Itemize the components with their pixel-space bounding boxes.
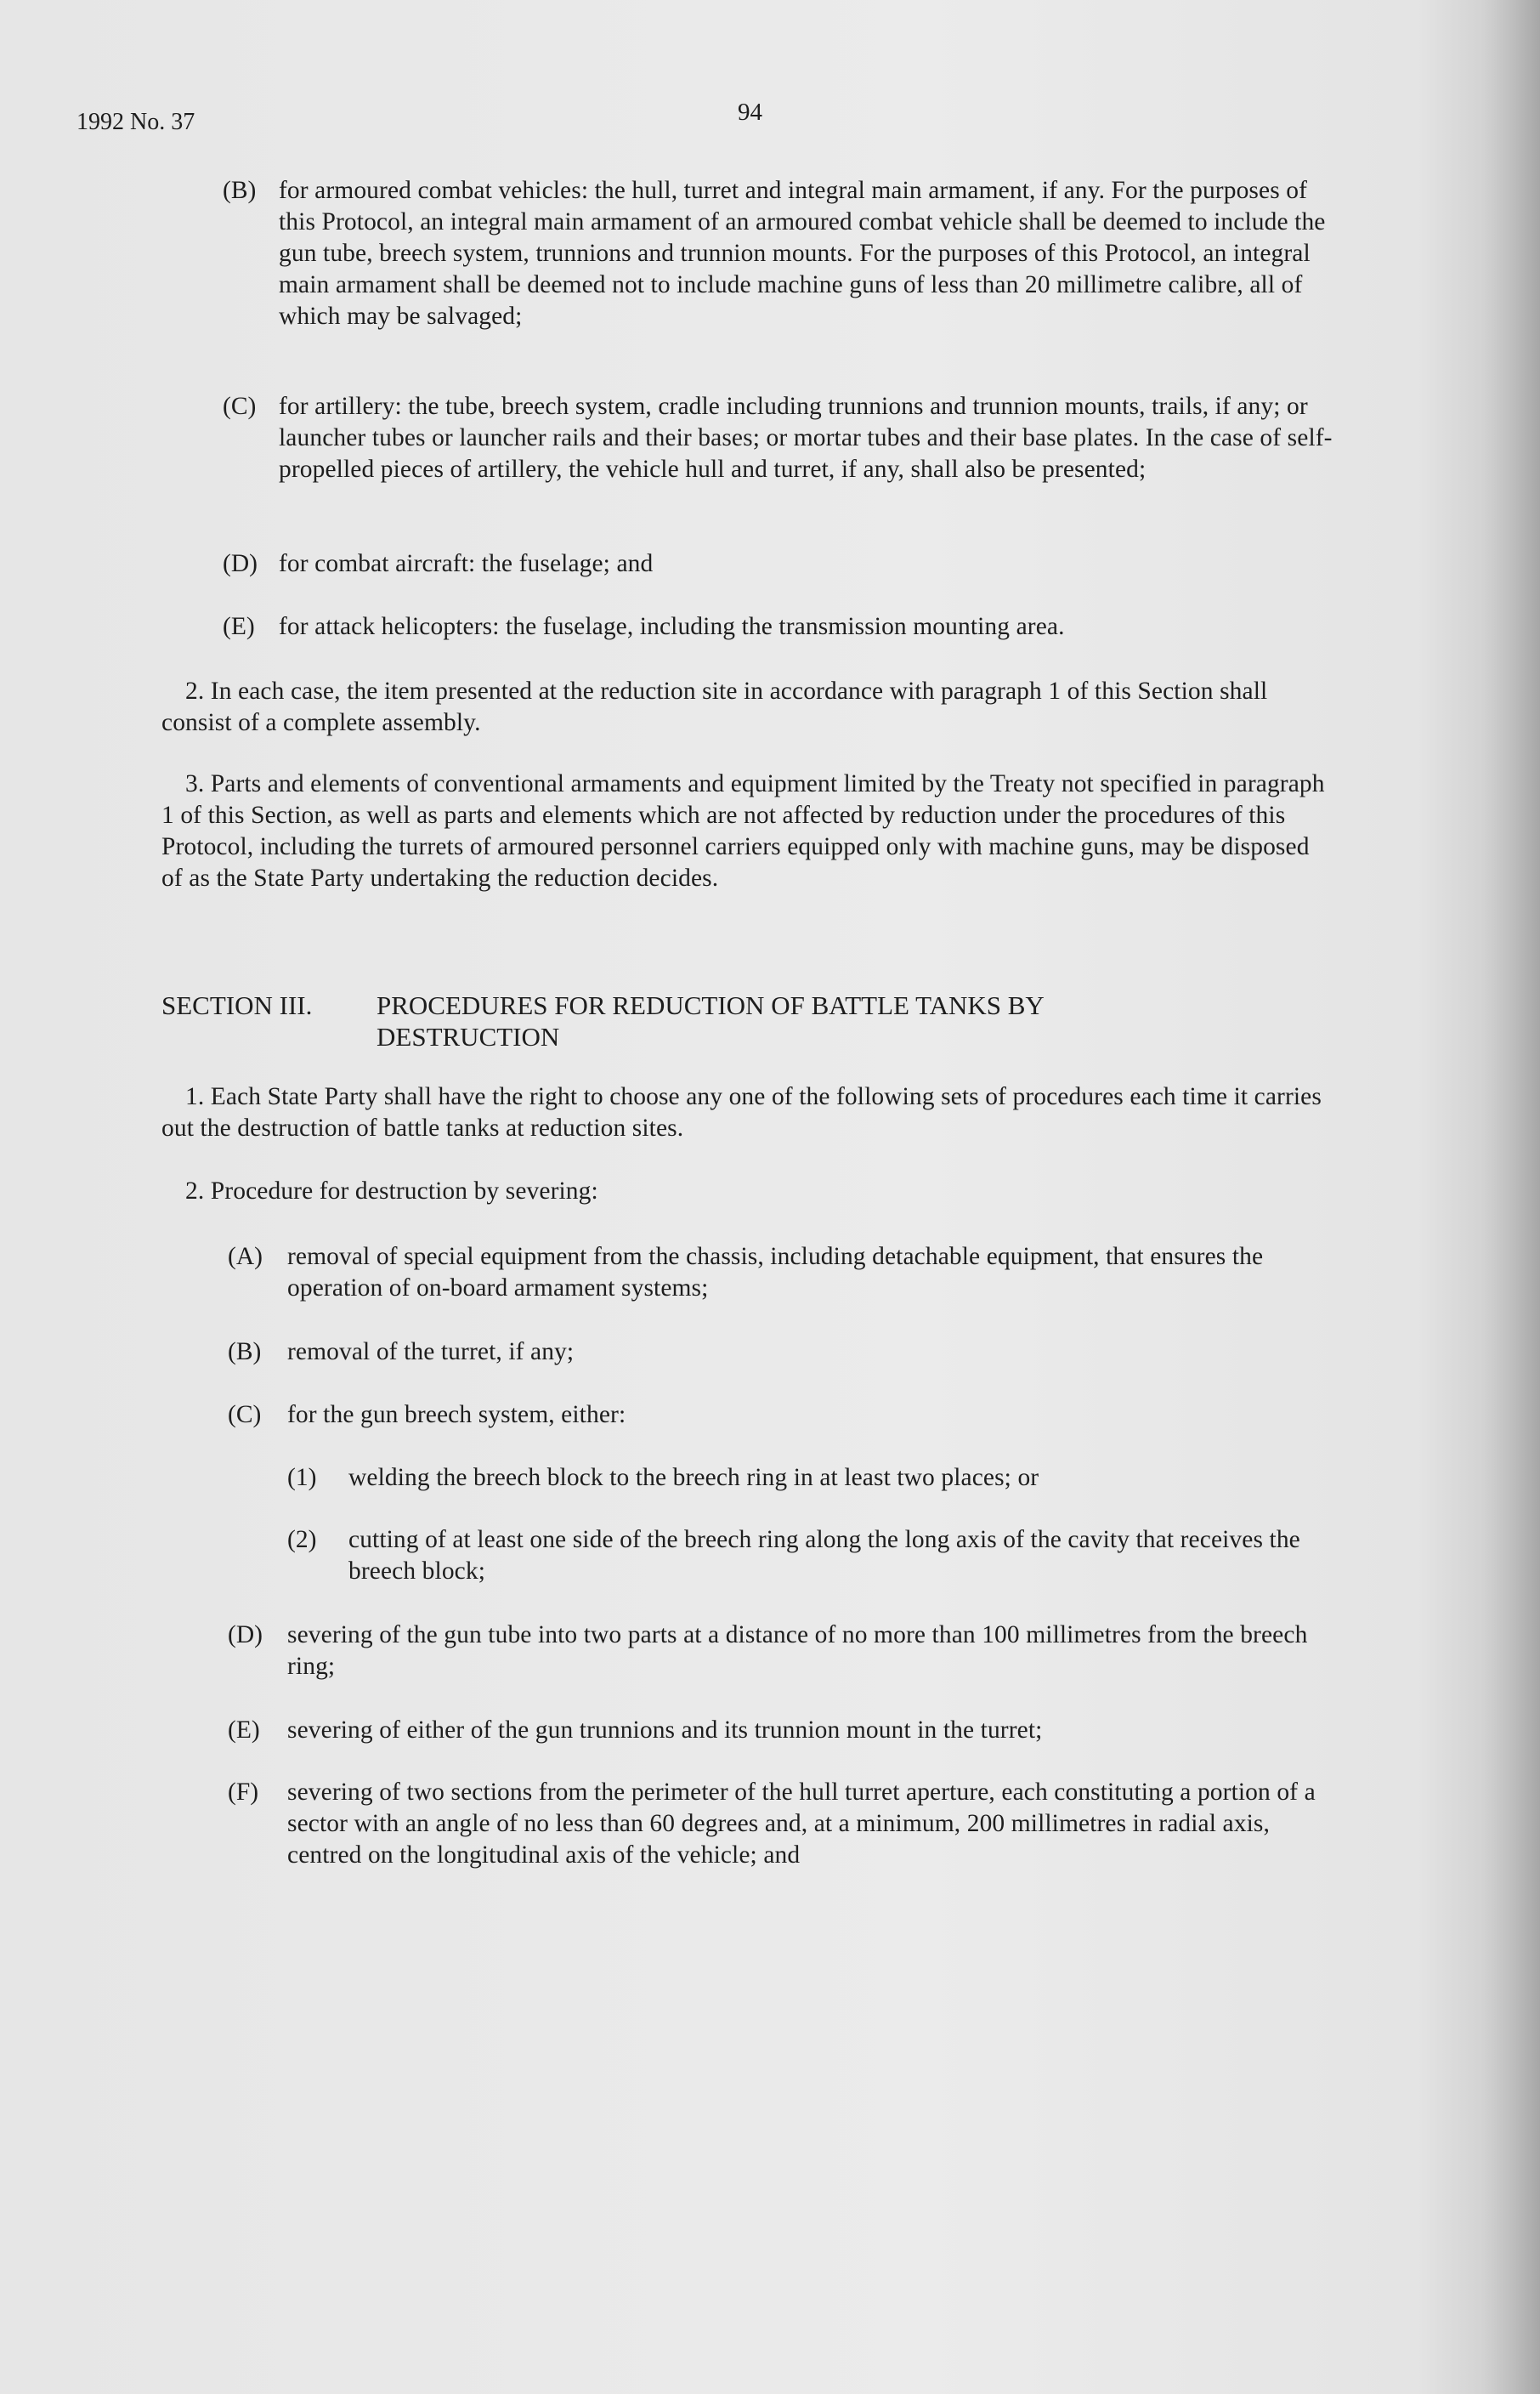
list-item-label: (A) [228,1243,263,1270]
list-item-text: for the gun breech system, either: [287,1401,626,1428]
list-item-text: severing of either of the gun trunnions and its trunnion mount in the turret; [287,1716,1043,1744]
list-item-text: for combat aircraft: the fuselage; and [279,550,654,577]
section3-paragraph-2: 2. Procedure for destruction by severing: [185,1177,598,1205]
list-item-text: removal of the turret, if any; [287,1338,575,1365]
sublist-item-text: cutting of at least one side of the breech ring along the long axis of the cavity that receives the breech block; [348,1526,1300,1585]
section3-paragraph-1: 1. Each State Party shall have the right to choose any one of the following sets of procedures each time it carries out the destruction of battle tanks at reduction sites. [161,1083,1322,1142]
list-item-text: for artillery: the tube, breech system, cradle including trunnions and trunnion mounts, trails, if any; or launcher tubes or launcher rails and their bases; or mortar tubes and their base plates. In the case of self-propelled pieces of artillery, the vehicle hull and turret, if any, shall also be presented; [279,393,1333,483]
paragraph-3: 3. Parts and elements of conventional armaments and equipment limited by the Treaty not specified in paragraph 1 of this Section, as well as parts and elements which are not affected by reduction under the procedures of this Protocol, including the turrets of armoured personnel carriers equipped only with machine guns, may be disposed of as the State Party undertaking the reduction decides. [161,770,1325,892]
list-item-label: (C) [223,393,257,420]
document-reference: 1992 No. 37 [76,109,195,135]
list-item-label: (D) [223,550,258,577]
list-item-text: for armoured combat vehicles: the hull, turret and integral main armament, if any. For the purposes of this Protocol, an integral main armament of an armoured combat vehicle shall be deemed to include the gun tube, breech system, trunnions and trunnion mounts. For the purposes of this Protocol, an integral main armament shall be deemed not to include machine guns of less than 20 millimetre calibre, all of which may be salvaged; [279,177,1326,330]
list-item-label: (B) [223,177,257,204]
section-label: SECTION III. [161,990,313,1020]
list-item-label: (E) [223,613,255,640]
paragraph-2: 2. In each case, the item presented at the reduction site in accordance with paragraph 1 of this Section shall consist of a complete assembly. [161,678,1268,736]
sublist-item-label: (1) [287,1464,317,1491]
list-item-text: severing of the gun tube into two parts at a distance of no more than 100 millimetres from the breech ring; [287,1621,1308,1680]
list-item-label: (F) [228,1778,259,1806]
section-title: PROCEDURES FOR REDUCTION OF BATTLE TANKS BY DESTRUCTION [377,990,1044,1052]
list-item-text: for attack helicopters: the fuselage, including the transmission mounting area. [279,613,1065,640]
sublist-item-text: welding the breech block to the breech ring in at least two places; or [348,1464,1039,1491]
binding-shadow [1481,0,1540,2394]
list-item-text: removal of special equipment from the chassis, including detachable equipment, that ensures the operation of on-board armament systems; [287,1243,1264,1302]
sublist-item-label: (2) [287,1526,317,1553]
list-item-label: (D) [228,1621,263,1648]
list-item-label: (C) [228,1401,262,1428]
list-item-text: severing of two sections from the perimeter of the hull turret aperture, each constituting a portion of a sector with an angle of no less than 60 degrees and, at a minimum, 200 millimetres in radial axis, centred on the longitudinal axis of the vehicle; and [287,1778,1316,1869]
list-item-label: (E) [228,1716,260,1744]
list-item-label: (B) [228,1338,262,1365]
page-number: 94 [738,99,762,126]
